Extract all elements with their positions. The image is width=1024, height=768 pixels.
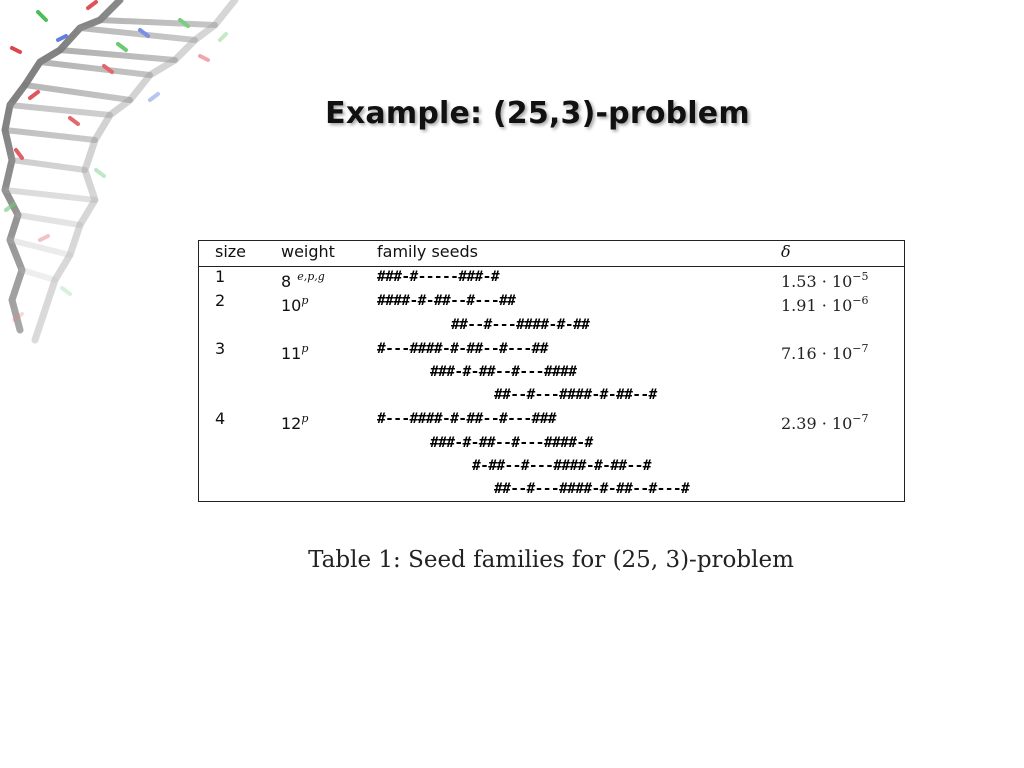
row-4-size: 4 (215, 409, 226, 428)
row-3-size: 3 (215, 339, 226, 358)
row-2-seed-1: ####-#-##--#---## (377, 293, 516, 309)
row-1-size: 1 (215, 267, 226, 286)
row-3-weight: 11$^p$ (281, 342, 309, 363)
row-2-delta: $1.91 \cdot 10^{-6}$ (781, 294, 869, 315)
header-size: size (215, 242, 247, 261)
row-2-seed-2: ##--#---####-#-## (451, 317, 590, 333)
row-1-weight: 8 $^{e,p,g}$ (281, 270, 325, 291)
header-weight: weight (281, 242, 335, 261)
row-3-seed-1: #---####-#-##--#---## (377, 341, 548, 357)
slide-title: Example: (25,3)-problem (325, 96, 750, 131)
row-1-delta: $1.53 \cdot 10^{-5}$ (781, 270, 869, 291)
row-4-seed-3: #-##--#---####-#-##--# (472, 458, 651, 474)
row-3-seed-3: ##--#---####-#-##--# (494, 387, 657, 403)
row-4-delta: $2.39 \cdot 10^{-7}$ (781, 412, 869, 433)
header-family-seeds: family seeds (377, 242, 478, 261)
header-delta: δ (781, 242, 791, 261)
row-4-weight: 12$^p$ (281, 412, 309, 433)
row-4-seed-2: ###-#-##--#---####-# (430, 435, 593, 451)
row-3-delta: $7.16 \cdot 10^{-7}$ (781, 342, 869, 363)
row-4-seed-1: #---####-#-##--#---### (377, 411, 556, 427)
row-4-seed-4: ##--#---####-#-##--#---# (494, 481, 690, 497)
row-1-seed-1: ###-#-----###-# (377, 269, 499, 285)
row-2-size: 2 (215, 291, 226, 310)
table-caption: Table 1: Seed families for (25, 3)-problem (308, 547, 794, 573)
table-header-row (199, 241, 904, 267)
seed-families-table (198, 240, 905, 502)
row-3-seed-2: ###-#-##--#---#### (430, 364, 577, 380)
row-2-weight: 10$^p$ (281, 294, 309, 315)
